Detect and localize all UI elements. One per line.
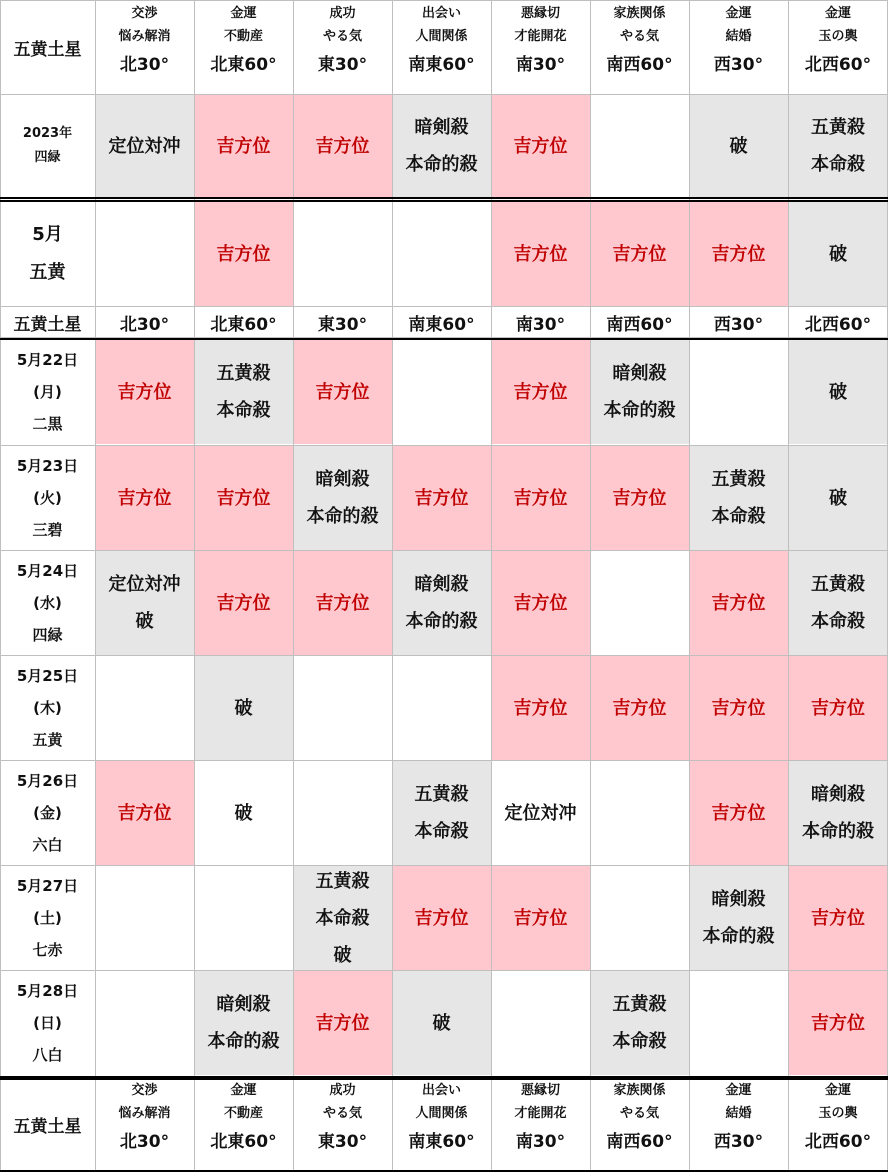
day-row-5-cell-1 bbox=[95, 761, 194, 865]
header_top-col-1 bbox=[95, 2, 194, 93]
day-row-6-cell-3 bbox=[293, 866, 392, 970]
day-row-3-cell-1 bbox=[95, 551, 194, 655]
day-row-1-cell-6 bbox=[590, 340, 689, 444]
day-label bbox=[0, 866, 95, 970]
day-label bbox=[0, 761, 95, 865]
cell-text: 吉方位 bbox=[315, 592, 370, 614]
day-row-2-cell-5 bbox=[491, 446, 590, 550]
header-purpose-1: 悪縁切 bbox=[520, 6, 560, 21]
grid-line bbox=[0, 550, 888, 551]
month-text: 5月 bbox=[32, 224, 63, 245]
year-row-cell-2 bbox=[194, 95, 293, 197]
month-row-cell-6 bbox=[590, 202, 689, 306]
header_bottom-col-1 bbox=[95, 1079, 194, 1170]
day-row-3-cell-2 bbox=[194, 551, 293, 655]
cell-text: 本命的殺 bbox=[802, 821, 874, 842]
header-direction: 北東60° bbox=[210, 1132, 277, 1152]
day-star: 四緑 bbox=[32, 626, 63, 644]
month-row-cell-3 bbox=[293, 202, 392, 306]
grid-line bbox=[0, 197, 888, 199]
cell-text: 破 bbox=[829, 487, 847, 509]
day-star: 二黒 bbox=[32, 415, 63, 433]
header-purpose-2: 才能開花 bbox=[514, 29, 567, 44]
day-row-1-cell-8 bbox=[788, 340, 888, 444]
cell-text: 吉方位 bbox=[711, 697, 766, 719]
year-row-cell-8 bbox=[788, 95, 888, 197]
header_bottom-col-2 bbox=[194, 1079, 293, 1170]
grid-line bbox=[293, 0, 294, 1172]
day-row-6-cell-1 bbox=[95, 866, 194, 970]
header_top-col-3 bbox=[293, 2, 392, 93]
grid-line bbox=[0, 94, 888, 95]
grid-line bbox=[392, 0, 393, 1172]
grid-line bbox=[194, 0, 195, 1172]
cell-text: 吉方位 bbox=[811, 1012, 865, 1034]
cell-text: 吉方位 bbox=[513, 243, 568, 265]
cell-text: 五黄殺 bbox=[811, 574, 865, 595]
grid-line bbox=[0, 865, 888, 866]
day-row-5-cell-2 bbox=[194, 761, 293, 865]
year-text: 2023年 bbox=[22, 126, 73, 141]
cell-text: 吉方位 bbox=[612, 487, 667, 509]
day-row-1-cell-7 bbox=[689, 340, 788, 444]
header-direction: 北東60° bbox=[210, 55, 277, 75]
header-direction: 南西60° bbox=[606, 55, 673, 75]
grid-line bbox=[689, 0, 690, 1172]
header-purpose-1: 金運 bbox=[725, 1083, 752, 1098]
header_top-col-6 bbox=[590, 2, 689, 93]
header-purpose-2: 結婚 bbox=[725, 1106, 752, 1121]
grid-line bbox=[0, 0, 1, 1172]
day-row-4-cell-2 bbox=[194, 656, 293, 760]
day-row-3-cell-8 bbox=[788, 551, 888, 655]
day-row-3-cell-4 bbox=[392, 551, 491, 655]
cell-text: 暗剣殺 bbox=[315, 469, 370, 490]
cell-text: 暗剣殺 bbox=[414, 117, 469, 138]
grid-line bbox=[590, 0, 591, 1172]
header-purpose-2: 人間関係 bbox=[415, 29, 468, 44]
cell-text: 吉方位 bbox=[513, 381, 568, 403]
grid-line bbox=[95, 0, 96, 1172]
day-star: 五黄 bbox=[32, 731, 63, 749]
header-purpose-2: やる気 bbox=[619, 1106, 659, 1121]
day-row-1-cell-3 bbox=[293, 340, 392, 444]
day-row-2-cell-7 bbox=[689, 446, 788, 550]
header-purpose-2: 不動産 bbox=[223, 29, 263, 44]
cell-text: 破 bbox=[234, 697, 253, 719]
day-label bbox=[0, 551, 95, 655]
cell-text: 暗剣殺 bbox=[612, 363, 667, 384]
day-row-4-cell-5 bbox=[491, 656, 590, 760]
day-date: 5月27日 bbox=[16, 877, 79, 895]
header-direction: 北西60° bbox=[804, 55, 872, 75]
day-label bbox=[0, 971, 95, 1075]
day-row-7-cell-5 bbox=[491, 971, 590, 1075]
cell-text: 吉方位 bbox=[315, 135, 370, 157]
header-purpose-2: 玉の輿 bbox=[818, 1106, 858, 1121]
grid-line bbox=[0, 306, 888, 307]
day-date: 5月25日 bbox=[16, 667, 79, 685]
day-row-2-cell-2 bbox=[194, 446, 293, 550]
cell-text: 本命的殺 bbox=[207, 1031, 280, 1052]
header-purpose-1: 家族関係 bbox=[613, 6, 666, 21]
day-row-4-cell-7 bbox=[689, 656, 788, 760]
cell-text: 五黄殺 bbox=[315, 870, 370, 892]
day-row-6-cell-2 bbox=[194, 866, 293, 970]
cell-text: 吉方位 bbox=[513, 135, 568, 157]
cell-text: 吉方位 bbox=[216, 592, 271, 614]
day-star: 八白 bbox=[32, 1046, 63, 1064]
header-purpose-1: 金運 bbox=[824, 6, 851, 21]
grid-line bbox=[0, 970, 888, 971]
day-row-2-cell-3 bbox=[293, 446, 392, 550]
day-date: 5月22日 bbox=[16, 351, 79, 369]
year-row-cell-1 bbox=[95, 95, 194, 197]
day-star: 六白 bbox=[32, 836, 63, 854]
day-row-5-cell-8 bbox=[788, 761, 888, 865]
day-row-6-cell-5 bbox=[491, 866, 590, 970]
cell-text: 吉方位 bbox=[216, 243, 271, 265]
grid-line bbox=[788, 0, 789, 1172]
month-row-cell-5 bbox=[491, 202, 590, 306]
grid-line bbox=[0, 445, 888, 446]
day-row-3-cell-7 bbox=[689, 551, 788, 655]
header_bottom-col-6 bbox=[590, 1079, 689, 1170]
month-label bbox=[0, 202, 95, 306]
header-purpose-2: 悩み解消 bbox=[118, 1106, 171, 1121]
mid-directions-title: 五黄土星 bbox=[13, 314, 82, 335]
day-weekday: (水) bbox=[33, 594, 62, 612]
cell-text: 吉方位 bbox=[513, 592, 568, 614]
cell-text: 破 bbox=[432, 1012, 451, 1034]
cell-text: 吉方位 bbox=[117, 802, 172, 824]
day-weekday: (火) bbox=[33, 489, 62, 507]
header-purpose-1: 悪縁切 bbox=[520, 1083, 560, 1098]
header_bottom-col-8 bbox=[788, 1079, 888, 1170]
header-direction: 南30° bbox=[515, 55, 566, 75]
cell-text: 五黄殺 bbox=[414, 784, 469, 805]
month-row-cell-2 bbox=[194, 202, 293, 306]
day-row-4-cell-4 bbox=[392, 656, 491, 760]
day-row-7-cell-4 bbox=[392, 971, 491, 1075]
day-date: 5月23日 bbox=[16, 457, 79, 475]
header-purpose-2: 悩み解消 bbox=[118, 29, 171, 44]
year-row-cell-3 bbox=[293, 95, 392, 197]
day-row-6-cell-7 bbox=[689, 866, 788, 970]
cell-text: 五黄殺 bbox=[711, 469, 766, 490]
month-row-cell-7 bbox=[689, 202, 788, 306]
day-row-7-cell-7 bbox=[689, 971, 788, 1075]
cell-text: 暗剣殺 bbox=[414, 574, 469, 595]
day-star: 三碧 bbox=[32, 521, 63, 539]
grid-line bbox=[0, 0, 888, 1]
day-weekday: (日) bbox=[33, 1014, 62, 1032]
header_top-col-4 bbox=[392, 2, 491, 93]
header-purpose-2: やる気 bbox=[619, 29, 659, 44]
cell-text: 暗剣殺 bbox=[811, 784, 865, 805]
header_top-col-7 bbox=[689, 2, 788, 93]
cell-text: 本命的殺 bbox=[603, 400, 676, 421]
month-row-cell-8 bbox=[788, 202, 888, 306]
cell-text: 破 bbox=[829, 243, 847, 265]
header-direction: 北西60° bbox=[804, 1132, 872, 1152]
cell-text: 五黄殺 bbox=[216, 363, 271, 384]
year-row-cell-7 bbox=[689, 95, 788, 197]
header_top-col-5 bbox=[491, 2, 590, 93]
day-row-1-cell-2 bbox=[194, 340, 293, 444]
day-date: 5月28日 bbox=[16, 982, 79, 1000]
day-row-7-cell-3 bbox=[293, 971, 392, 1075]
day-row-4-cell-8 bbox=[788, 656, 888, 760]
cell-text: 本命殺 bbox=[414, 821, 469, 842]
cell-text: 本命殺 bbox=[612, 1031, 667, 1052]
header_bottom-col-7 bbox=[689, 1079, 788, 1170]
cell-text: 吉方位 bbox=[117, 487, 172, 509]
header-purpose-1: 金運 bbox=[824, 1083, 851, 1098]
header-purpose-2: やる気 bbox=[322, 1106, 362, 1121]
cell-text: 吉方位 bbox=[315, 1012, 370, 1034]
cell-text: 吉方位 bbox=[513, 697, 568, 719]
mid-direction-8: 北西60° bbox=[804, 314, 872, 335]
cell-text: 吉方位 bbox=[216, 487, 271, 509]
cell-text: 本命殺 bbox=[711, 506, 766, 527]
mid-direction-1: 北30° bbox=[119, 314, 170, 335]
mid-direction-7: 西30° bbox=[713, 314, 764, 335]
day-row-2-cell-8 bbox=[788, 446, 888, 550]
day-row-1-cell-4 bbox=[392, 340, 491, 444]
cell-text: 暗剣殺 bbox=[711, 889, 766, 910]
cell-text: 本命的殺 bbox=[405, 611, 478, 632]
header-purpose-2: 不動産 bbox=[223, 1106, 263, 1121]
day-row-6-cell-8 bbox=[788, 866, 888, 970]
cell-text: 破 bbox=[135, 611, 154, 632]
cell-text: 定位対冲 bbox=[504, 802, 577, 824]
header_top-col-2 bbox=[194, 2, 293, 93]
day-row-1-cell-1 bbox=[95, 340, 194, 444]
header-direction: 南30° bbox=[515, 1132, 566, 1152]
cell-text: 本命殺 bbox=[811, 154, 865, 175]
cell-text: 暗剣殺 bbox=[216, 994, 271, 1015]
day-row-3-cell-3 bbox=[293, 551, 392, 655]
cell-text: 本命殺 bbox=[811, 611, 865, 632]
cell-text: 本命殺 bbox=[315, 907, 370, 929]
day-row-4-cell-6 bbox=[590, 656, 689, 760]
cell-text: 吉方位 bbox=[811, 697, 865, 719]
header-purpose-2: 人間関係 bbox=[415, 1106, 468, 1121]
mid-direction-5: 南30° bbox=[515, 314, 566, 335]
grid-line bbox=[491, 0, 492, 1172]
cell-text: 定位対冲 bbox=[108, 574, 181, 595]
day-row-4-cell-1 bbox=[95, 656, 194, 760]
cell-text: 吉方位 bbox=[711, 802, 766, 824]
day-row-6-cell-6 bbox=[590, 866, 689, 970]
day-label bbox=[0, 656, 95, 760]
day-row-2-cell-1 bbox=[95, 446, 194, 550]
header-purpose-1: 出会い bbox=[421, 1083, 461, 1098]
header_bottom-col-5 bbox=[491, 1079, 590, 1170]
cell-text: 破 bbox=[234, 802, 253, 824]
day-row-2-cell-6 bbox=[590, 446, 689, 550]
day-row-5-cell-4 bbox=[392, 761, 491, 865]
header-direction: 北30° bbox=[119, 1132, 170, 1152]
grid-line bbox=[0, 338, 888, 340]
header-purpose-1: 金運 bbox=[230, 6, 257, 21]
grid-line bbox=[0, 655, 888, 656]
cell-text: 吉方位 bbox=[315, 381, 370, 403]
cell-text: 吉方位 bbox=[612, 697, 667, 719]
header-purpose-1: 金運 bbox=[230, 1083, 257, 1098]
day-row-7-cell-6 bbox=[590, 971, 689, 1075]
year-row-cell-4 bbox=[392, 95, 491, 197]
header-direction: 東30° bbox=[317, 55, 368, 75]
header-purpose-1: 成功 bbox=[329, 6, 356, 21]
day-row-6-cell-4 bbox=[392, 866, 491, 970]
cell-text: 吉方位 bbox=[711, 592, 766, 614]
mid-direction-3: 東30° bbox=[317, 314, 368, 335]
cell-text: 定位対冲 bbox=[108, 135, 181, 157]
cell-text: 五黄殺 bbox=[612, 994, 667, 1015]
day-row-1-cell-5 bbox=[491, 340, 590, 444]
header-direction: 北30° bbox=[119, 55, 170, 75]
year-row-cell-5 bbox=[491, 95, 590, 197]
month-row-cell-4 bbox=[392, 202, 491, 306]
month-star: 五黄 bbox=[29, 262, 66, 283]
day-weekday: (土) bbox=[33, 909, 62, 927]
day-row-5-cell-5 bbox=[491, 761, 590, 865]
cell-text: 吉方位 bbox=[216, 135, 271, 157]
header-purpose-2: 才能開花 bbox=[514, 1106, 567, 1121]
header-purpose-1: 成功 bbox=[329, 1083, 356, 1098]
header-direction: 西30° bbox=[713, 1132, 764, 1152]
day-row-5-cell-6 bbox=[590, 761, 689, 865]
cell-text: 破 bbox=[333, 944, 352, 966]
header_bottom-title: 五黄土星 bbox=[13, 1117, 82, 1137]
cell-text: 破 bbox=[729, 135, 748, 157]
header-purpose-2: 結婚 bbox=[725, 29, 752, 44]
header-direction: 南東60° bbox=[408, 1132, 475, 1152]
day-weekday: (月) bbox=[33, 383, 62, 401]
day-row-7-cell-8 bbox=[788, 971, 888, 1075]
day-weekday: (金) bbox=[33, 804, 62, 822]
header-purpose-1: 交渉 bbox=[131, 1083, 158, 1098]
header-purpose-1: 交渉 bbox=[131, 6, 158, 21]
header-purpose-1: 出会い bbox=[421, 6, 461, 21]
cell-text: 吉方位 bbox=[414, 907, 469, 929]
mid-direction-6: 南西60° bbox=[606, 314, 673, 335]
cell-text: 五黄殺 bbox=[811, 117, 865, 138]
cell-text: 吉方位 bbox=[513, 907, 568, 929]
header-purpose-1: 家族関係 bbox=[613, 1083, 666, 1098]
day-label bbox=[0, 446, 95, 550]
header-purpose-2: やる気 bbox=[322, 29, 362, 44]
day-weekday: (木) bbox=[33, 699, 62, 717]
year-row-cell-6 bbox=[590, 95, 689, 197]
header_bottom-col-3 bbox=[293, 1079, 392, 1170]
day-row-2-cell-4 bbox=[392, 446, 491, 550]
cell-text: 破 bbox=[829, 381, 847, 403]
cell-text: 吉方位 bbox=[513, 487, 568, 509]
grid-line bbox=[0, 760, 888, 761]
header_bottom-col-4 bbox=[392, 1079, 491, 1170]
header-direction: 南東60° bbox=[408, 55, 475, 75]
grid-line bbox=[0, 1078, 888, 1080]
mid-direction-2: 北東60° bbox=[210, 314, 277, 335]
cell-text: 本命殺 bbox=[216, 400, 271, 421]
day-row-5-cell-7 bbox=[689, 761, 788, 865]
day-row-7-cell-2 bbox=[194, 971, 293, 1075]
cell-text: 吉方位 bbox=[711, 243, 766, 265]
year-label bbox=[0, 95, 95, 197]
cell-text: 本命的殺 bbox=[702, 926, 775, 947]
day-row-3-cell-5 bbox=[491, 551, 590, 655]
header-direction: 南西60° bbox=[606, 1132, 673, 1152]
year-star: 四緑 bbox=[34, 150, 61, 165]
header-direction: 東30° bbox=[317, 1132, 368, 1152]
day-row-5-cell-3 bbox=[293, 761, 392, 865]
cell-text: 本命的殺 bbox=[405, 154, 478, 175]
header_top-col-8 bbox=[788, 2, 888, 93]
day-row-3-cell-6 bbox=[590, 551, 689, 655]
header-purpose-1: 金運 bbox=[725, 6, 752, 21]
cell-text: 吉方位 bbox=[117, 381, 172, 403]
day-label bbox=[0, 340, 95, 444]
day-row-4-cell-3 bbox=[293, 656, 392, 760]
header-purpose-2: 玉の輿 bbox=[818, 29, 858, 44]
day-row-7-cell-1 bbox=[95, 971, 194, 1075]
cell-text: 吉方位 bbox=[811, 907, 865, 929]
day-date: 5月24日 bbox=[16, 562, 79, 580]
header_top-title: 五黄土星 bbox=[13, 40, 82, 60]
grid-line bbox=[0, 200, 888, 202]
day-star: 七赤 bbox=[32, 941, 63, 959]
cell-text: 本命的殺 bbox=[306, 506, 379, 527]
cell-text: 吉方位 bbox=[612, 243, 667, 265]
day-date: 5月26日 bbox=[16, 772, 79, 790]
cell-text: 吉方位 bbox=[414, 487, 469, 509]
header-direction: 西30° bbox=[713, 55, 764, 75]
month-row-cell-1 bbox=[95, 202, 194, 306]
mid-direction-4: 南東60° bbox=[408, 314, 475, 335]
